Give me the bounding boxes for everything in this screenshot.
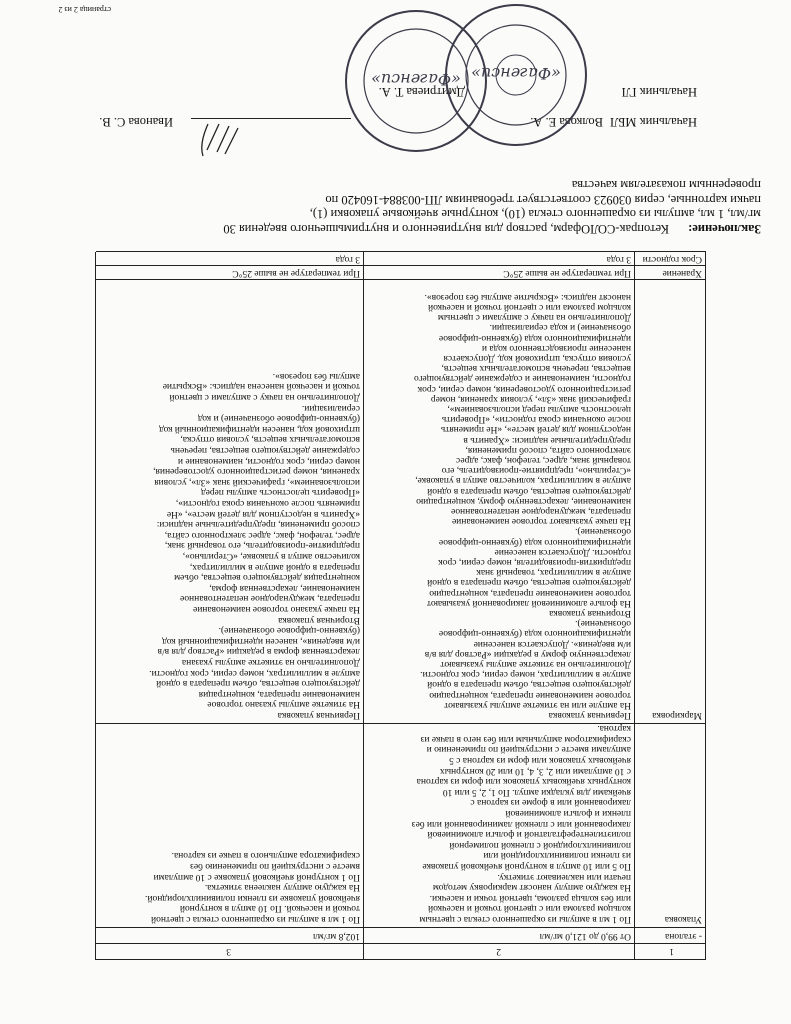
table-row-marking-border bbox=[96, 279, 706, 280]
header-col3: 3 bbox=[226, 946, 231, 956]
marking-spec-line: идентификационного кода (буквенно-цифровое bbox=[438, 628, 631, 639]
marking-spec-line: ампуле в миллилитрах, номер серии, срок годности. bbox=[420, 669, 631, 680]
etalon-result: 102,8 мг/мл bbox=[312, 931, 360, 941]
marking-spec-line: предприятия-производителя, номер серии, срок bbox=[438, 557, 631, 567]
marking-spec-line: целостность ампулы перед использованием», bbox=[447, 404, 631, 414]
marking-result-line: точкой и насечкой нанесена надпись: «Вскрытие bbox=[162, 381, 360, 392]
signature-mbl-title: Начальник МБЛ bbox=[610, 115, 697, 129]
marking-result-line: ампуле в миллилитрах, номер серии, срок годности. bbox=[149, 667, 360, 678]
packaging-spec-line: ячейковых упаковок или форм из картона с 5 bbox=[449, 755, 631, 765]
conclusion-label: Заключение: bbox=[688, 222, 761, 236]
marking-result-line: препарата в одной ампуле в миллилитрах, bbox=[189, 561, 360, 572]
marking-result-line: «Проверить целостность ампулы перед bbox=[200, 487, 360, 498]
shelf-life-result: 3 года bbox=[335, 254, 360, 264]
marking-spec-line: нанесение производственного кода и bbox=[481, 342, 631, 353]
storage-label: Хранение bbox=[662, 268, 702, 278]
signature-gl-name: Дмитриева Т. А. bbox=[378, 85, 465, 99]
marking-result-line: Дополнительно на этикетке ампулы указана bbox=[181, 657, 360, 667]
marking-spec-line: после окончания срока годности», «Проверить bbox=[441, 414, 631, 425]
marking-result-line: На пачке указано торговое наименование bbox=[193, 604, 360, 614]
table-right-border bbox=[95, 252, 96, 960]
marking-spec-line: действующего вещества, объем препарата в одной bbox=[427, 679, 631, 690]
marking-spec-line: Вторичная упаковка bbox=[549, 608, 631, 618]
marking-spec-line: «Стерильно», предприятие-производитель, его bbox=[441, 465, 631, 476]
packaging-spec-line: По 5 или 10 ампул в контурной ячейковой упаковке bbox=[422, 861, 631, 871]
marking-spec-line: графический знак «Зл», условия хранения, номер bbox=[430, 393, 631, 404]
marking-result-line: ампулы без порезов». bbox=[272, 370, 360, 381]
stamp-1-text: «Фагенси» bbox=[471, 64, 561, 83]
marking-result-line: применять после окончания срока годности», bbox=[175, 498, 360, 508]
packaging-result-line: По 1 контурной ячейковой упаковке с 10 ампулами bbox=[153, 871, 360, 882]
conclusion-line: пачки картонные, серия 030923 соответствует требованиям ЛП-003884-160420 по bbox=[325, 193, 761, 207]
etalon-label: - эталона bbox=[665, 931, 702, 941]
storage-result: При температуре не выше 25°С bbox=[232, 268, 360, 278]
table-left-border bbox=[705, 252, 706, 960]
marking-result-line: (буквенно-цифровое обозначение) и код bbox=[197, 413, 360, 424]
marking-spec-line: На фольге алюминиевой лакированной указывают bbox=[426, 597, 631, 608]
marking-result-line: На этикетке ампулы указано торговое bbox=[207, 699, 360, 710]
etalon-spec: От 99,0 до 121,0 мг/мл bbox=[539, 931, 631, 941]
marking-spec-line: обозначение). bbox=[575, 618, 631, 629]
marking-spec-line: На пачке указывают торговое наименование bbox=[452, 516, 631, 527]
table-row-etalon-border bbox=[96, 927, 706, 928]
marking-spec-line: годности. Допускается нанесение bbox=[494, 546, 631, 557]
signature-gl-title: Начальник ГЛ bbox=[621, 85, 697, 99]
marking-result-line: Первичная упаковка bbox=[277, 710, 360, 720]
marking-result-line: способ применения, предупредительные надписи: bbox=[156, 519, 360, 530]
header-col1: 1 bbox=[669, 946, 674, 956]
marking-result-line: (буквенно-цифровое обозначение). bbox=[218, 625, 360, 636]
conclusion-line: Кетопрак-СОЛОфарм, раствор для внутривенного и внутримышечного введения 30 bbox=[223, 222, 669, 236]
marking-spec-line: Первичная упаковка bbox=[548, 710, 631, 720]
shelf-life-spec: 3 года bbox=[606, 254, 631, 264]
header-col2: 2 bbox=[496, 946, 501, 956]
marking-spec-line: На ампуле или на этикетке ампулы указывают bbox=[444, 699, 631, 710]
packaging-spec-line: пленки и фольги алюминиевой bbox=[505, 808, 631, 818]
table-col2-divider bbox=[363, 252, 364, 960]
marking-result-line: адрес, телефон, факс, адрес электронного сайта, bbox=[164, 529, 360, 540]
table-header-border bbox=[96, 943, 706, 944]
marking-spec-line: электронного сайта, способ применения, bbox=[465, 444, 631, 455]
marking-result-line: действующего вещества, объем препарата в одной bbox=[156, 678, 360, 689]
marking-result-line: количество ампул в упаковке, «Стерильно», bbox=[182, 551, 360, 561]
packaging-spec-line: кольцом разлома или с цветной точкой и насечкой bbox=[428, 903, 631, 914]
marking-spec-line: идентификационного кода (буквенно-цифровое bbox=[438, 332, 631, 343]
table-row-storage-border bbox=[96, 265, 706, 266]
packaging-spec-line: По 1 мл в ампулы из окрашенного стекла с цветным bbox=[419, 914, 631, 924]
marking-spec-line: наносят надпись: «Вскрытие ампулы без порезов». bbox=[424, 291, 631, 302]
marking-spec-line: недоступном для детей месте», «Не применять bbox=[440, 424, 631, 435]
packaging-spec-line: ампулами вместе с инструкцией по применению и bbox=[426, 744, 631, 755]
marking-result-line: и/м введения», нанесен идентификационный код bbox=[162, 635, 360, 646]
marking-spec-line: Дополнительно на этикетке ампулы указывают bbox=[440, 659, 631, 669]
table-col1-divider bbox=[634, 252, 635, 960]
packaging-spec-line: из пленки поливинилхлоридной или bbox=[483, 850, 631, 861]
packaging-result-line: На каждую ампулу наклеена этикетка. bbox=[204, 882, 360, 893]
marking-spec-line: ампуле в миллилитрах, количество ампул в упаковке, bbox=[415, 475, 631, 486]
marking-spec-line: обозначение) и кода сериализации. bbox=[489, 322, 631, 333]
shelf-life-label: Срок годности bbox=[642, 254, 702, 264]
marking-spec-line: действующего вещества, объем препарата в одной bbox=[427, 485, 631, 496]
marking-spec-line: наименование, лекарственную форму, концентрацию bbox=[416, 495, 631, 506]
marking-spec-line: кольцом разлома или с цветной точкой и насечкой bbox=[428, 302, 631, 312]
marking-spec-line: торговое наименование препарата, концентрацию bbox=[429, 689, 631, 700]
packaging-spec-line: лакированной или с пленкой ламинированной или без bbox=[411, 818, 631, 829]
packaging-spec-line: лакированной или в форме из картона с bbox=[470, 797, 631, 808]
table-bottom-border bbox=[96, 251, 706, 252]
marking-result-line: предприятие-производитель, его товарный знак, bbox=[164, 540, 360, 551]
marking-spec-line: регистрационного удостоверения, номер серии, срок bbox=[417, 383, 631, 394]
packaging-spec-line: На каждую ампулу наносят маркировку методом bbox=[432, 882, 631, 893]
marking-spec-line: и/м введения». Допускается нанесение bbox=[473, 638, 631, 649]
packaging-result-line: ячейковой упаковке из пленки поливинилхлоридной. bbox=[145, 892, 360, 903]
packaging-spec-line: печати или наклеивают этикетку. bbox=[497, 871, 631, 882]
marking-result-line: сериализации. bbox=[301, 402, 360, 413]
marking-result-line: хранения, номер регистрационного удостоверения, bbox=[153, 466, 360, 477]
marking-result-line: Вторичная упаковка bbox=[278, 614, 360, 625]
marking-result-line: номер серии, срок годности, наименование и bbox=[177, 455, 360, 466]
storage-spec: При температуре не выше 25°С bbox=[503, 268, 631, 278]
signature-mbl-signer: Иванова С. В. bbox=[99, 115, 173, 129]
packaging-spec-line: контурных ячейковых упаковок или форм из картона bbox=[416, 776, 631, 787]
marking-result-line: использованием», графический знак «Зл», условия bbox=[154, 476, 360, 487]
packaging-spec-line: картона. bbox=[597, 723, 631, 734]
conclusion-line: мг/мл, 1 мл, ампулы из окрашенного стекла (10), контурные ячейковые упаковки (1), bbox=[309, 207, 761, 222]
marking-spec-line: Дополнительно на пачку с ампулами с цветным bbox=[437, 312, 631, 323]
packaging-result-line: По 1 мл в ампулы из окрашенного стекла с цветной bbox=[151, 914, 360, 924]
marking-spec-line: ампуле в миллилитрах, товарный знак bbox=[476, 567, 631, 578]
marking-spec-line: годности, наименование и содержание действующего bbox=[414, 373, 631, 384]
signature-mbl-name: Волкова Е. А. bbox=[530, 115, 603, 129]
marking-spec-line: лекарственную форму в редакции «Раствор для в/в bbox=[424, 648, 631, 659]
marking-result-line: вспомогательных веществ, условия отпуска, bbox=[180, 434, 360, 445]
packaging-result-line: скарификатора ампульного в пачке из картона. bbox=[171, 850, 360, 861]
page-number: страница 2 из 2 bbox=[58, 5, 111, 14]
marking-result-line: Дополнительно на пачку с ампулами с цветной bbox=[169, 392, 360, 402]
marking-label: Маркировка bbox=[652, 710, 702, 720]
packaging-spec-line: ячейками для укладки ампул. По 1, 2, 5 или 10 bbox=[442, 786, 631, 797]
marking-spec-line: товарный знак, адрес, телефон, факс, адрес bbox=[455, 455, 631, 465]
marking-result-line: наименование препарата, концентрация bbox=[198, 688, 360, 699]
marking-spec-line: условия отпуска, штриховой код. Допускается bbox=[443, 353, 631, 363]
marking-spec-line: торговое наименование препарата, концентрацию bbox=[429, 587, 631, 598]
marking-result-line: препарата, международное непатентованное bbox=[180, 593, 360, 604]
marking-spec-line: вещества, перечень вспомогательных веществ, bbox=[441, 363, 631, 374]
stamp-2-text: «Фагенси» bbox=[371, 70, 461, 89]
packaging-spec-line: поливинилхлоридной с пленкой полимерной bbox=[449, 839, 631, 850]
conclusion-line: проверенным показателям качества bbox=[571, 178, 761, 193]
marking-result-line: концентрация действующего вещества, объем bbox=[174, 572, 360, 583]
table-top-border bbox=[96, 959, 706, 960]
packaging-spec-line: с 10 ампулами или 2, 3, 4, 10 или 20 контурных bbox=[439, 765, 631, 776]
handwritten-signature bbox=[193, 114, 243, 164]
marking-spec-line: обозначение). bbox=[575, 526, 631, 537]
packaging-spec-line: скарификатором ампульным или без него в пачке из bbox=[420, 733, 631, 744]
marking-result-line: содержание действующего вещества, перечень bbox=[170, 445, 360, 455]
packaging-spec-line: или без кольца разлома, цветной точки и насечки. bbox=[429, 892, 631, 903]
packaging-result-line: точкой и насечкой. По 10 ампул в контурной bbox=[179, 903, 360, 914]
marking-result-line: лекарственная форма в редакции «Раствор для в/в bbox=[157, 646, 360, 657]
packaging-spec-line: полиэтилентерефталатной и фольги алюминиевой bbox=[427, 829, 631, 840]
marking-result-line: штриховой код, нанесен идентификационный код bbox=[159, 423, 360, 434]
marking-spec-line: препарата, международное непатентованное bbox=[451, 506, 631, 516]
packaging-result-line: вместе с инструкцией по применению без bbox=[190, 861, 360, 871]
marking-spec-line: предупредительные надписи: «Хранить в bbox=[463, 434, 631, 445]
marking-result-line: наименование, лекарственная форма, bbox=[209, 582, 360, 593]
packaging-label: Упаковка bbox=[664, 914, 702, 924]
marking-result-line: «Хранить в недоступном для детей месте», «Не bbox=[166, 508, 360, 519]
marking-spec-line: идентификационного кода (буквенно-цифровое bbox=[438, 536, 631, 547]
marking-spec-line: действующего вещества, объем препарата в одной bbox=[427, 577, 631, 588]
round-stamp-2 bbox=[341, 6, 491, 156]
